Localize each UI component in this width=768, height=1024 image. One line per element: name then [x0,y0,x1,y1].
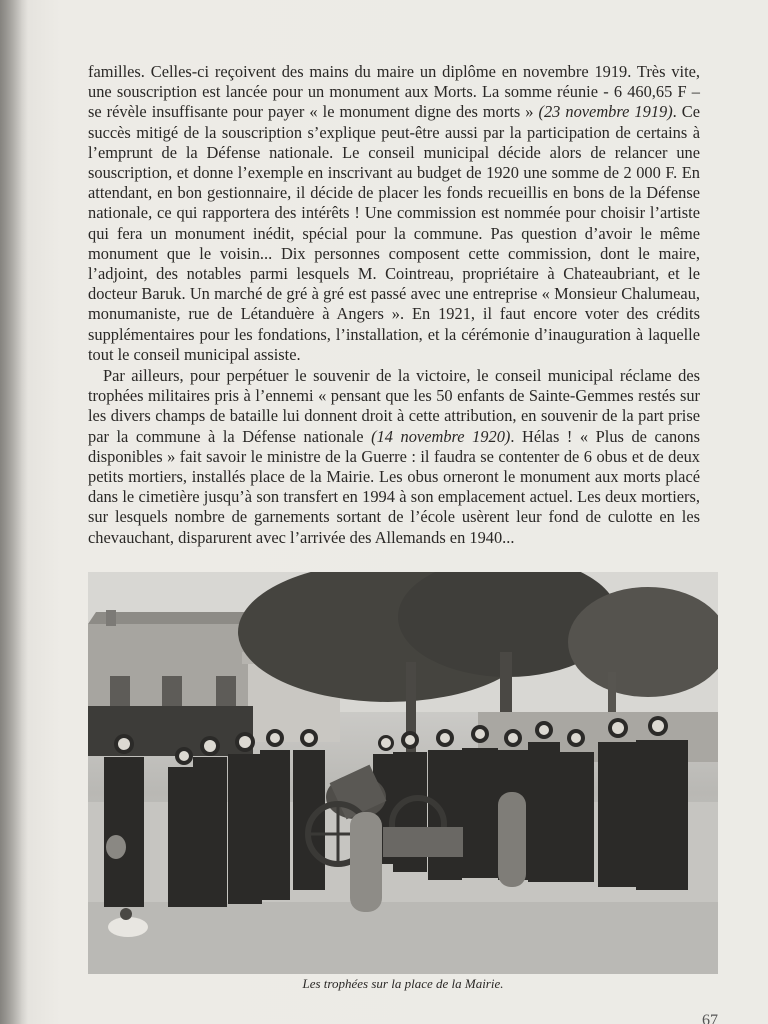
text-segment: . Hélas ! « Plus de canons disponibles » fait savoir le ministre de la Guerre : il faudra se contenter de 6 obus et de deux petits mortiers, installés place de la Mairie. Les obus orneront le monument aux morts placé dans le cimetière jusqu’à son transfert en 1994 à son emplacement actuel. Les deux mortiers, sur lesquels nombre de garnements sortant de l’école usèrent leur fond de culotte en les chevauchant, disparurent avec l’arrivée des Allemands en 1940... [88,426,700,547]
text-segment: familles. Celles-ci reçoivent des mains du maire un diplôme en novembre 1919. Très vite, une souscription est lancée pour un monument aux Morts. La somme réunie - 6 460,65 F – se révèle insuffisante pour payer « le monument digne des morts » [88,62,700,122]
date-reference: (23 novembre 1919) [538,102,673,122]
historical-photograph [88,572,718,974]
photo-caption: Les trophées sur la place de la Mairie. [302,976,504,991]
text-segment: Par ailleurs, pour perpétuer le souvenir de la victoire, le conseil municipal réclame des trophées militaires pris à l’ennemi « pensant que les 50 enfants de Sainte-Gemmes restés sur les divers champs de bataille lui donnent droit à cette attribution, en souvenir de la part prise par la commune à la Défense nationale [88,366,700,446]
paragraph-souscription [88,62,700,365]
paragraph-trophees [88,366,700,548]
page-number: 67 [702,1012,718,1024]
text-segment: . Ce succès mitigé de la souscription s’explique peut-être aussi par la participation de certains à l’emprunt de la Défense nationale. Le conseil municipal décide alors de relancer une souscription, et donne l’exemple en inscrivant au budget de 1920 une somme de 2 000 F. En attendant, en bon gestionnaire, il décide de placer les fonds recueillis en bons de la Défense nationale, ce qui rapportera des intérêts ! Une commission est nommée pour choisir l’artiste qui fera un monument inédit, spécial pour la commune. Pas question d’avoir le même monument que le voisin... Dix personnes composent cette commission, dont le maire, l’adjoint, des notables parmi lesquels M. Cointreau, propriétaire à Chateaubriant, et le docteur Baruk. Un marché de gré à gré est passé avec une entreprise « Monsieur Chalumeau, monumaniste, rue de Létanduère à Angers ». En 1921, il faut encore voter des crédits supplémentaires pour les fondations, l’installation, et la cérémonie d’inauguration à laquelle tout le conseil municipal assiste. [88,102,700,364]
date-reference: (14 novembre 1920) [371,426,511,446]
book-gutter-shadow [0,0,28,1024]
photo-illustration [88,572,718,974]
body-text [88,62,700,548]
